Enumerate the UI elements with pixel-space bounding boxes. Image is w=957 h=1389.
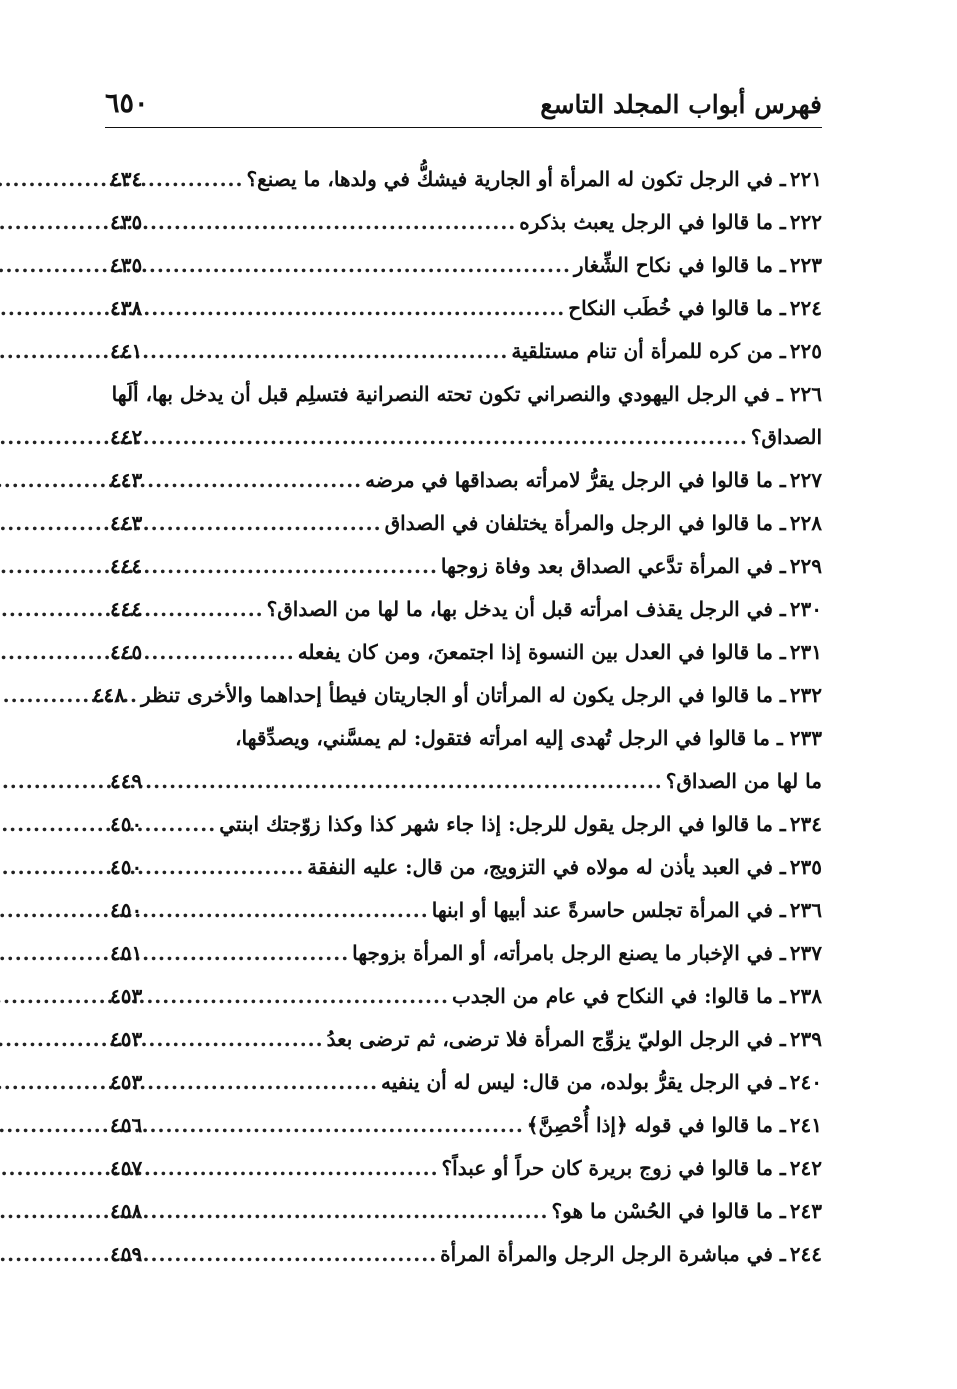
entry-page-number: ٤٤٩ [110, 769, 143, 793]
entry-page-number: ٤٥٩ [110, 1242, 143, 1266]
entry-title: ـ في المرأة تدَّعي الصداق بعد وفاة زوجها [440, 554, 786, 578]
toc-entry [110, 330, 822, 373]
toc-entry-line [110, 975, 822, 1018]
toc-entry-line [110, 1190, 822, 1233]
entry-number: ٢٤٣ [789, 1199, 822, 1223]
toc-entry [110, 889, 822, 932]
toc-entry [110, 373, 822, 459]
entry-number: ٢٣٩ [789, 1027, 822, 1051]
entry-title: ـ في الرجل اليهودي والنصراني تكون تحته النصرانية فتسلِم قبل أن يدخل بها، ألَها [111, 382, 783, 406]
entry-number: ٢٢٦ [789, 382, 822, 406]
entry-number: ٢٤٠ [789, 1070, 822, 1094]
entry-number: ٢٢٣ [789, 253, 822, 277]
dot-leader [145, 1147, 438, 1190]
toc-entry [110, 158, 822, 201]
entry-page-number: ٤٤٤ [110, 554, 143, 578]
toc-entry-line [110, 287, 822, 330]
toc-entry-line [110, 1018, 822, 1061]
page-number: ٦٥٠ [105, 88, 149, 119]
toc-entry [110, 502, 822, 545]
toc-entry-line [110, 158, 822, 201]
toc-entry-line [110, 459, 822, 502]
entry-page-number: ٤٣٥ [110, 210, 143, 234]
entry-page-number: ٤٤٢ [110, 425, 143, 449]
entry-page-number: ٤٥٠ [110, 898, 143, 922]
entry-number: ٢٢٤ [789, 296, 822, 320]
entry-title-continuation: الصداق؟ [750, 425, 822, 449]
entry-title: ـ ما قالوا في خُطَب النكاح [568, 296, 786, 320]
entry-page-number: ٤٥٨ [110, 1199, 143, 1223]
dot-leader [145, 201, 516, 244]
dot-leader [145, 932, 349, 975]
entry-number: ٢٤١ [789, 1113, 822, 1137]
toc-entry-line [110, 631, 822, 674]
entry-page-number: ٤٥٦ [110, 1113, 143, 1137]
entry-title: ـ في الرجل يقذف امرأته قبل أن يدخل بها، ما لها من الصداق؟ [266, 597, 786, 621]
entry-page-number: ٤٤٣ [110, 468, 143, 492]
entry-title: ـ ما قالوا في زوج بريرة كان حراً أو عبداً؟ [441, 1156, 786, 1180]
entry-page-number: ٤٤٥ [110, 640, 143, 664]
toc-entry-line [110, 803, 822, 846]
entry-number: ٢٣٧ [789, 941, 822, 965]
dot-leader [128, 674, 138, 717]
entry-number: ٢٢٧ [789, 468, 822, 492]
entry-title: ـ في الإخبار ما يصنع الرجل بامرأته، أو المرأة بزوجها [352, 941, 786, 965]
entry-number: ٢٤٤ [789, 1242, 822, 1266]
toc-entry-line [110, 373, 822, 416]
entry-title: ـ ما قالوا في العدل بين النسوة إذا اجتمعنَ، ومن كان يفعله [297, 640, 786, 664]
toc-entry-line [110, 717, 822, 760]
dot-leader [145, 1104, 524, 1147]
entry-page-number: ٤٥٣ [110, 984, 143, 1008]
entry-page-number: ٤٣٨ [110, 296, 143, 320]
entry-page-number: ٤٤٨ [92, 683, 126, 707]
dot-leader [145, 588, 263, 631]
entry-number: ٢٢١ [789, 167, 822, 191]
dot-leader [145, 416, 748, 459]
toc-entry [110, 717, 822, 803]
dot-leader [145, 1061, 378, 1104]
entry-page-number: ٤٤٣ [110, 511, 143, 535]
toc-entry-line [110, 588, 822, 631]
entry-number: ٢٣٦ [789, 898, 822, 922]
toc-entry-line [110, 846, 822, 889]
entry-page-number: ٤٥٠ [110, 812, 143, 836]
toc-entry [110, 975, 822, 1018]
toc-entry-line [110, 502, 822, 545]
entry-title: ـ ما قالوا في الرجل يقول للرجل: إذا جاء شهر كذا وكذا زوّجتك ابنتي [219, 812, 786, 836]
toc-entry [110, 244, 822, 287]
toc-entry-line [110, 1061, 822, 1104]
dot-leader [145, 158, 243, 201]
dot-leader [145, 631, 294, 674]
toc-entry [110, 1147, 822, 1190]
dot-leader [145, 889, 429, 932]
toc-entry-line [110, 760, 822, 803]
dot-leader [145, 760, 663, 803]
toc-entry-line [110, 330, 822, 373]
entry-number: ٢٣٥ [789, 855, 822, 879]
toc-entry [110, 803, 822, 846]
entry-title: ـ ما قالوا في نكاح الشِّغار [573, 253, 786, 277]
entry-title: ـ في الرجل الوليّ يزوِّج المرأة فلا ترضى، ثم ترضى بعدُ [326, 1027, 786, 1051]
toc-entry [110, 1061, 822, 1104]
dot-leader [145, 1190, 548, 1233]
dot-leader [145, 287, 565, 330]
entry-title: ـ من كره للمرأة أن تنام مستلقية [511, 339, 786, 363]
page-header [105, 82, 822, 128]
toc-entry [110, 588, 822, 631]
entry-title-continuation: ما لها من الصداق؟ [665, 769, 822, 793]
toc-entry-line [110, 201, 822, 244]
entry-title: ـ في مباشرة الرجل الرجل والمرأة المرأة [440, 1242, 786, 1266]
toc-entry [110, 1233, 822, 1276]
toc-entry-line [110, 889, 822, 932]
entry-number: ٢٢٥ [789, 339, 822, 363]
toc-entry-line [110, 1233, 822, 1276]
entry-page-number: ٤٥٣ [110, 1027, 143, 1051]
toc-entry-line [110, 545, 822, 588]
entry-title: ـ ما قالوا في الرجل يكون له المرأتان أو الجاريتان فيطأ إحداهما والأخرى تنظر [141, 683, 786, 707]
entry-title: ـ في العبد يأذن له مولاه في التزويج، من قال: عليه النفقة [307, 855, 786, 879]
entry-page-number: ٤٥١ [110, 941, 143, 965]
entry-number: ٢٣١ [789, 640, 822, 664]
toc-entry-line [110, 244, 822, 287]
toc-entry [110, 459, 822, 502]
entry-number: ٢٣٠ [789, 597, 822, 621]
entry-page-number: ٤٣٤ [110, 167, 143, 191]
toc-entry [110, 545, 822, 588]
entry-title: ـ ما قالوا: في النكاح في عام من الجدب [451, 984, 786, 1008]
table-of-contents [92, 158, 822, 1276]
entry-page-number: ٤٥٧ [110, 1156, 143, 1180]
dot-leader [145, 846, 304, 889]
entry-page-number: ٤٥٠ [110, 855, 143, 879]
toc-entry-line [92, 674, 822, 717]
entry-page-number: ٤٣٥ [110, 253, 143, 277]
entry-title: ـ ما قالوا في الرجل يعبث بذكره [519, 210, 786, 234]
dot-leader [145, 1018, 323, 1061]
toc-entry-line [110, 1104, 822, 1147]
entry-title: ـ في المرأة تجلس حاسرةً عند أبيها أو ابنها [431, 898, 786, 922]
toc-entry [110, 846, 822, 889]
entry-number: ٢٣٨ [789, 984, 822, 1008]
entry-page-number: ٤٤١ [110, 339, 143, 363]
entry-page-number: ٤٥٣ [110, 1070, 143, 1094]
entry-number: ٢٣٤ [789, 812, 822, 836]
dot-leader [145, 244, 571, 287]
entry-title: ـ ما قالوا في الرجل تُهدى إليه امرأته فتقول: لم يمسَّني، ويصدِّقها، [235, 726, 783, 750]
toc-entry [92, 674, 822, 717]
toc-entry-line [110, 416, 822, 459]
entry-page-number: ٤٤٤ [110, 597, 143, 621]
entry-title: ـ ما قالوا في الرجل يقرُّ لامرأته بصداقها في مرضه [365, 468, 786, 492]
dot-leader [145, 545, 438, 588]
toc-entry [110, 1104, 822, 1147]
entry-number: ٢٢٨ [789, 511, 822, 535]
dot-leader [145, 975, 449, 1018]
dot-leader [145, 803, 216, 846]
entry-number: ٢٢٩ [789, 554, 822, 578]
page-title: فهرس أبواب المجلد التاسع [540, 90, 822, 119]
entry-number: ٢٤٢ [789, 1156, 822, 1180]
toc-entry [110, 1018, 822, 1061]
dot-leader [145, 330, 508, 373]
toc-entry-line [110, 932, 822, 975]
entry-title: ـ ما قالوا في الرجل والمرأة يختلفان في الصداق [384, 511, 786, 535]
toc-entry [110, 1190, 822, 1233]
dot-leader [145, 502, 381, 545]
entry-title: ـ في الرجل تكون له المرأة أو الجارية فيشكُّ في ولدها، ما يصنع؟ [246, 167, 786, 191]
entry-title: ـ في الرجل يقرُّ بولده، من قال: ليس له أن ينفيه [381, 1070, 786, 1094]
toc-entry [110, 201, 822, 244]
entry-number: ٢٣٢ [789, 683, 822, 707]
dot-leader [145, 1233, 437, 1276]
entry-number: ٢٢٢ [789, 210, 822, 234]
entry-title: ـ ما قالوا في قوله ﴿إذا أُحْصِنَّ﴾ [526, 1113, 786, 1137]
toc-entry [110, 287, 822, 330]
entry-title: ـ ما قالوا في الحُسْن ما هو؟ [551, 1199, 786, 1223]
entry-number: ٢٣٣ [789, 726, 822, 750]
dot-leader [145, 459, 362, 502]
toc-entry-line [110, 1147, 822, 1190]
toc-entry [110, 631, 822, 674]
toc-entry [110, 932, 822, 975]
